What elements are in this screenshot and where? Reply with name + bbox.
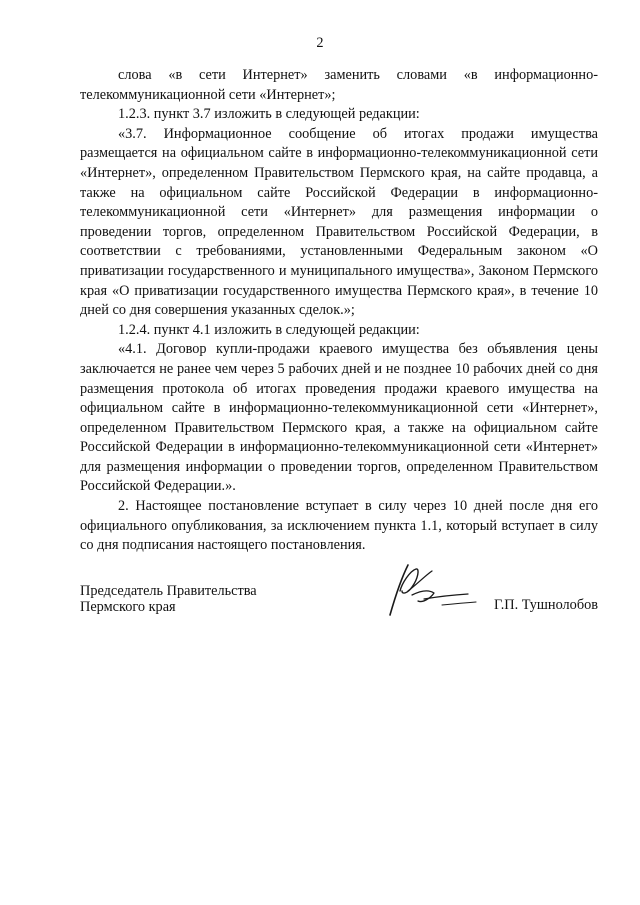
- paragraph-1-2-3: 1.2.3. пункт 3.7 изложить в следующей редакции:: [118, 106, 420, 123]
- page-number: 2: [316, 35, 324, 51]
- paragraph-4-1: «4.1. Договор купли-продажи краевого имущества без объявления цены заключается не ранее чем через 5 рабочих дней и не позднее 10 рабочих дней со дня размещения протокола об итогах проведения продажи краевого имущества на официальном сайте в информационно-телекоммуникационной сети «Интернет», определенном Правительством Пермского края, а также на официальном сайте Российской Федерации в информационно-телекоммуникационной сети «Интернет» для размещения информации о проведении торгов, определенном Правительством Российской Федерации.».: [80, 341, 598, 495]
- signatory-name: Г.П. Тушнолобов: [494, 597, 598, 613]
- paragraph-3-7: «3.7. Информационное сообщение об итогах продажи имущества размещается на официальном сайте в информационно-телекоммуникационной сети «Интернет», определенном Правительством Пермского края, на сайте продавца, а также на официальном сайте Российской Федерации в информационно-телекоммуникационной сети «Интернет» для размещения информации о проведении торгов, определенном Правительством Российской Федерации, в соответствии с требованиями, установленными Федеральным законом «О приватизации государственного и муниципального имущества», Законом Пермского края «О приватизации государственного имущества Пермского края», в течение 10 дней со дня совершения указанных сделок.»;: [80, 125, 598, 319]
- signatory-title: [80, 583, 257, 615]
- signature-block: [80, 583, 598, 623]
- signatory-title-line2: Пермского края: [80, 599, 176, 615]
- paragraph-1-2-4: 1.2.4. пункт 4.1 изложить в следующей редакции:: [118, 321, 420, 338]
- document-body: [80, 66, 598, 556]
- signatory-title-line1: Председатель Правительства: [80, 583, 257, 599]
- handwritten-signature: [372, 561, 482, 619]
- paragraph-replacement: слова «в сети Интернет» заменить словами «в информационно-телекоммуникационной сети «Интернет»;: [80, 67, 598, 103]
- paragraph-effective-date: 2. Настоящее постановление вступает в силу через 10 дней после дня его официального опубликования, за исключением пункта 1.1, который вступает в силу со дня подписания настоящего постановления.: [80, 498, 598, 554]
